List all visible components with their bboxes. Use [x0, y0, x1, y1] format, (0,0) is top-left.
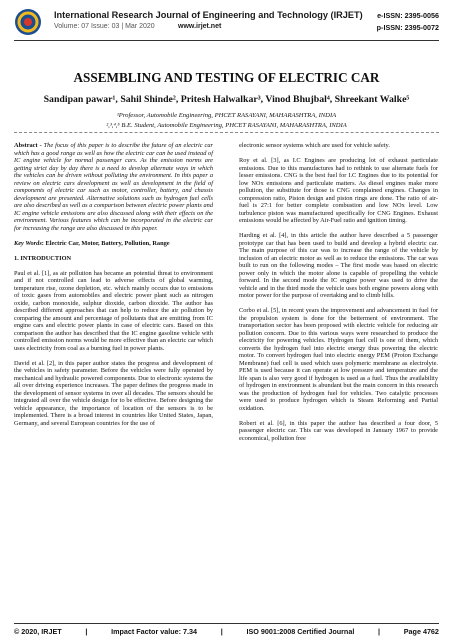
left-column: [14, 142, 213, 435]
e-issn: e-ISSN: 2395-0056: [377, 11, 439, 20]
footer-copyright: © 2020, IRJET: [14, 627, 62, 636]
journal-title: International Research Journal of Engineering and Technology (IRJET): [54, 10, 363, 20]
journal-header: [14, 8, 439, 38]
footer-sep-2: |: [220, 627, 223, 636]
footer-impact: Impact Factor value: 7.34: [111, 627, 197, 636]
page-footer: [14, 627, 439, 636]
section-separator: [14, 132, 439, 133]
abstract: [14, 142, 213, 232]
footer-page: Page 4762: [403, 627, 439, 636]
right-paragraph-1: Roy et al. [3], as I.C Engines are producing lot of exhaust particulate emissions. Due to this manufactures had to rethink to use alternate fuels for lesser emissions. CNG is the best fuel for I.C Engines due to its potential for low NOx emissions and particulate matters. As diesel engines make more pollution, the substitute for those is CNG complained engines. Changes in compression ratio, Piston design and piston rings are done. The ratio of air-fuel is 27:1 for better complete combustion and low NOx level. Low turbulence piston was manufactured specifically for CNG Engines. Exhaust emissions would be affected by Air-Fuel ratio and ignition timing.: [239, 157, 438, 224]
keywords-text: : Electric Car, Motor, Battery, Pollution, Range: [41, 239, 170, 247]
journal-website: www.irjet.net: [178, 23, 222, 30]
footer-sep-1: |: [85, 627, 88, 636]
paper-title: ASSEMBLING AND TESTING OF ELECTRIC CAR: [73, 70, 380, 85]
journal-volume-line: [54, 23, 221, 30]
header-divider: [14, 40, 439, 41]
right-paragraph-2: Harding et al. [4], in this article the author have described a 5 passenger prototype car that has been used to build and develop a hybrid electric car. The main purpose of this car was to increase the range of the vehicle by inclusion of an electric motor as well as to reduce the emissions. The car was built to run on the following modes – The first mode was based on electric power only in which the motor alone is capable of propelling the vehicle forward. In the second mode the IC engine power was used to drive the vehicle and in the third mode the vehicle uses both engine powers along with motor power for the purpose of overtaking and to climb hills.: [239, 232, 438, 299]
footer-iso: ISO 9001:2008 Certified Journal: [246, 627, 355, 636]
abstract-text: The focus of this paper is to describe the future of an electric car which has a good range as well as how the electric car can be used instead of IC engine vehicle for normal passenger cars. As the emission norms are getting strict day by day there is a need to develop alternate ways in which the vehicles can be driven without polluting the environment. In this paper a review on electric cars development as well as development in the field of components of electric car such as motor, controller, battery, and chassis development are presented. Alternative solutions such as hydrogen fuel cells are also described as well as a comparison between electric power plants and IC engine vehicle emissions are also discussed along with their effects on the environment. Various features which can be incorporated in the electric car for increasing the range are also discussed in this paper.: [14, 142, 213, 232]
right-paragraph-0: electronic sensor systems which are used for vehicle safety.: [239, 142, 390, 149]
intro-paragraph-2: David et al. [2], in this paper author states the progress and development of the vehicles in safety parameter. Before the vehicles were fully operated by mechanical and hydraulic powered components. Due to electronic systems the all over driving experience increases. The paper defines the progress made in the development of sensor systems in over all decades. The sensors should be integrated all over the vehicle design for to be effective. Before designing the vehicle appearance, the importance of location of the sensors is to be implemented. There is a broad interest in countries like United States, Japan, Germany, and several European countries for the use of: [14, 359, 213, 427]
affiliation-2: ²,³,⁴,⁵ B.E. Student, Automobile Engineering, PHCET RASAYANI, MAHARASHTRA, INDIA: [106, 122, 347, 129]
footer-sep-3: |: [378, 627, 381, 636]
right-paragraph-4: Robert et al. [6], in this paper the author has described a four door, 5 passenger electric car. This car was developed in January 1967 to provide economical, pollution free: [239, 419, 438, 442]
abstract-label: Abstract -: [14, 142, 42, 149]
footer-divider: [14, 623, 439, 624]
keywords: [14, 240, 213, 248]
irjet-logo-icon: [14, 8, 42, 36]
intro-paragraph-1: Paul et al. [1], as air pollution has became an potential threat to environment and if not controlled can lead to adverse effects of global warming, temperature rise, ozone depletion, etc. which mainly occurs due to emissions of toxic gases from automobiles and electric power plant such as nitrogen oxide, carbon monoxide, sulphur dioxide, carbon dioxide. The author has described different approaches that can help to reduce the air pollution by comparing the amount and percentage of pollutants that are emitting from IC engine cars and electric power plants in case of electric cars. Based on this comparison the author has described that the IC engine gasoline vehicle with controlled emission norms would be more effective than an electric car which uses electricity from coal as a burning fuel in power plants.: [14, 269, 213, 352]
p-issn: p-ISSN: 2395-0072: [376, 23, 439, 32]
keywords-label: Key Words: [14, 239, 42, 247]
right-column: [239, 142, 438, 450]
paper-authors: Sandipan pawar¹, Sahil Shinde², Pritesh Halwalkar³, Vinod Bhujbal⁴, Shreekant Walke⁵: [43, 94, 410, 105]
volume-issue: Volume: 07 Issue: 03 | Mar 2020: [54, 23, 155, 30]
affiliation-1: ¹Professor, Automobile Engineering, PHCET RASAYANI, MAHARASHTRA, INDIA: [116, 112, 337, 119]
section-heading: 1. INTRODUCTION: [14, 254, 72, 262]
right-paragraph-3: Corbo et al. [5], in recent years the improvement and advancement in fuel for the propulsion system is done for the betterment of environment. The transportation sector has been proposed with electric vehicle for reducing air pollution concern. Due to this various ways were researched to produce the electricity for powering vehicles. Hydrogen fuel cell is one of them, which converts the hydrogen fuel into electric energy thus powering the electric motor. To convert hydrogen fuel into electric energy PEM (Proton Exchange Membrane) fuel cell is used which uses polymeric membrane as electrolyte. PEM is used because it can operate at low pressure and temperature and the life span is also very good if hydrogen is used as a fuel. Thus the availability of hydrogen in environment is abundant but the main concern in this research was the production of hydrogen fuel for vehicles. Two catalytic processes were used to produce hydrogen which is Steam Reforming and Partial oxidation.: [239, 307, 438, 412]
